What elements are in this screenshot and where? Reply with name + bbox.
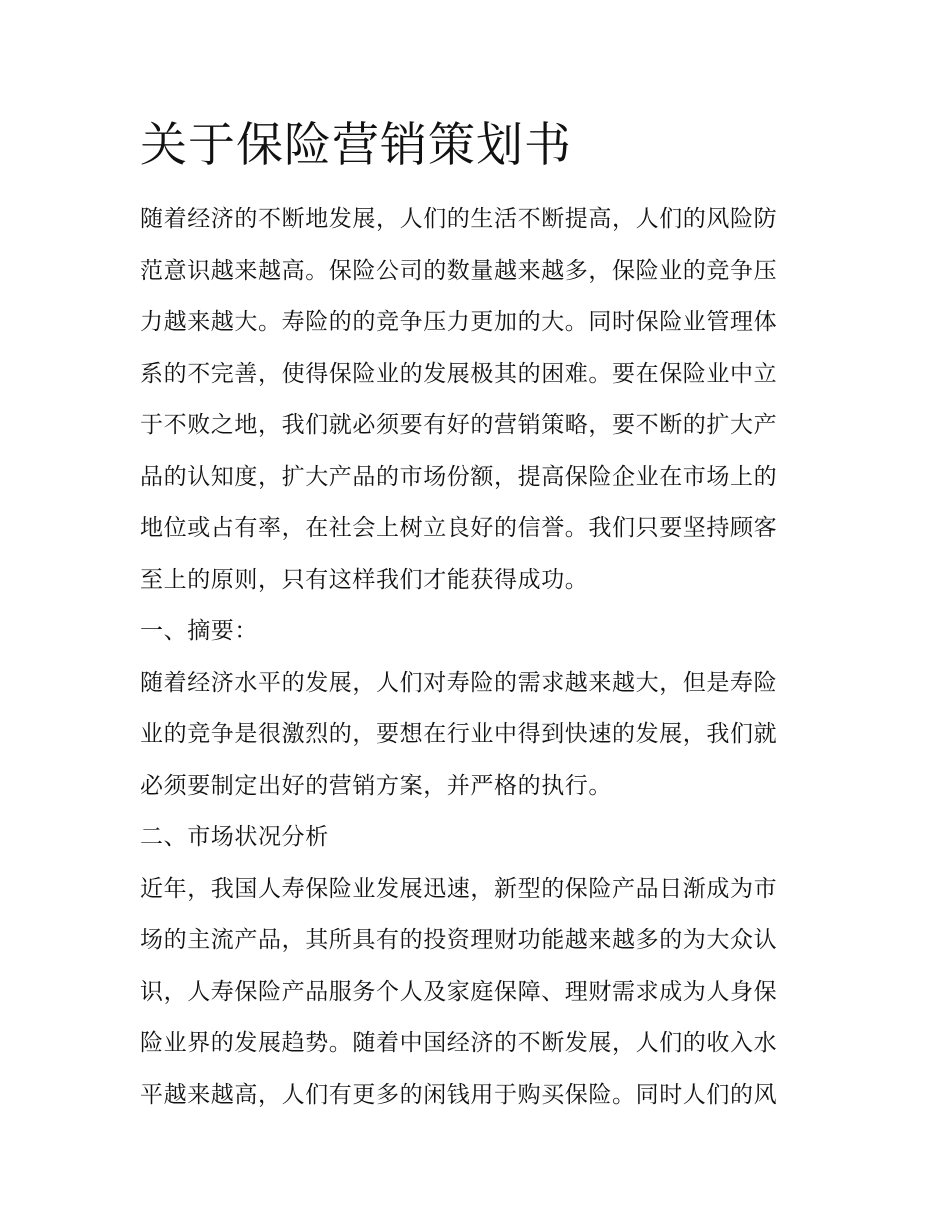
paragraph-line: 地位或占有率，在社会上树立良好的信誉。我们只要坚持顾客 [140, 515, 778, 541]
paragraph-line: 必须要制定出好的营销方案，并严格的执行。 [140, 772, 612, 799]
paragraph-line: 至上的原则，只有这样我们才能获得成功。 [140, 566, 589, 593]
paragraph-line: 范意识越来越高。保险公司的数量越来越多，保险业的竞争压 [140, 257, 778, 284]
paragraph-line: 系的不完善，使得保险业的发展极其的困难。要在保险业中立 [140, 360, 778, 387]
paragraph-line: 识，人寿保险产品服务个人及家庭保障、理财需求成为人身保 [140, 978, 778, 1005]
document-page [140, 110, 812, 1121]
paragraph-line: 力越来越大。寿险的的竞争压力更加的大。同时保险业管理体 [140, 309, 778, 335]
paragraph-line: 场的主流产品，其所具有的投资理财功能越来越多的为大众认 [140, 927, 778, 953]
paragraph-line: 平越来越高，人们有更多的闲钱用于购买保险。同时人们的风 [140, 1081, 778, 1108]
section-heading-market-analysis: 二、市场状况分析 [140, 824, 329, 850]
document-body [140, 194, 812, 1121]
document-title: 关于保险营销策划书 [140, 118, 572, 173]
paragraph-line: 险业界的发展趋势。随着中国经济的不断发展，人们的收入水 [140, 1030, 778, 1056]
paragraph-line: 品的认知度，扩大产品的市场份额，提高保险企业在市场上的 [140, 463, 778, 490]
paragraph-line: 随着经济的不断地发展，人们的生活不断提高，人们的风险防 [140, 206, 778, 232]
section-heading-summary: 一、摘要： [140, 618, 258, 644]
paragraph-line: 近年，我国人寿保险业发展迅速，新型的保险产品日渐成为市 [140, 875, 778, 902]
paragraph-line: 业的竞争是很激烈的，要想在行业中得到快速的发展，我们就 [140, 721, 778, 747]
paragraph-line: 随着经济水平的发展，人们对寿险的需求越来越大，但是寿险 [140, 669, 778, 696]
paragraph-line: 于不败之地，我们就必须要有好的营销策略，要不断的扩大产 [140, 412, 778, 438]
